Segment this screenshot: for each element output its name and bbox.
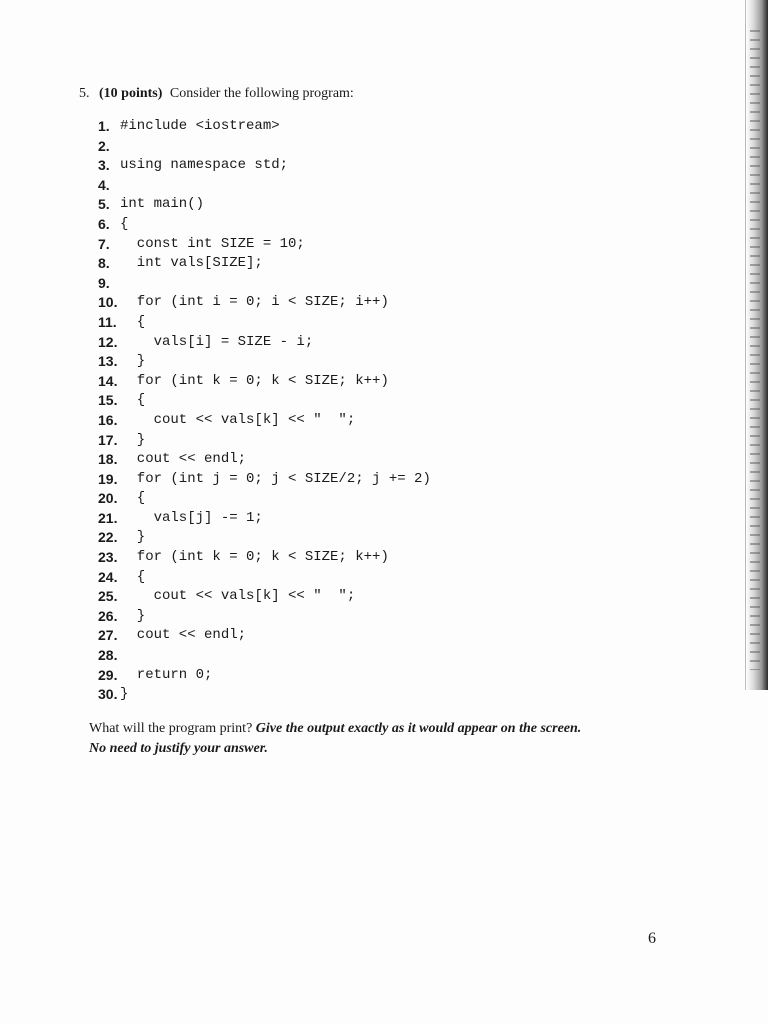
code-text: { (120, 490, 146, 507)
code-line (98, 685, 538, 705)
line-number: 6. (98, 215, 110, 232)
line-number: 27. (98, 627, 118, 644)
code-text: } (120, 607, 146, 624)
code-text: { (120, 215, 129, 232)
code-text: cout << endl; (120, 627, 247, 644)
line-number: 8. (98, 255, 110, 272)
line-number: 15. (98, 392, 118, 409)
code-text: for (int i = 0; i < SIZE; i++) (120, 294, 389, 311)
code-line (98, 528, 538, 548)
code-text: const int SIZE = 10; (120, 235, 305, 252)
line-number: 25. (98, 588, 118, 605)
code-text: for (int k = 0; k < SIZE; k++) (120, 549, 389, 566)
code-line (98, 568, 538, 588)
line-number: 29. (98, 666, 118, 683)
line-number: 30. (98, 686, 118, 703)
code-line (98, 215, 538, 235)
instructions-emphasis-output: Give the output exactly as it would appear on the screen. (255, 721, 582, 736)
line-number: 17. (98, 431, 118, 448)
line-number: 16. (98, 411, 118, 428)
code-line (98, 137, 538, 157)
code-text: vals[j] -= 1; (120, 509, 263, 526)
line-number: 24. (98, 568, 118, 585)
code-text: for (int k = 0; k < SIZE; k++) (120, 372, 389, 389)
line-number: 1. (98, 118, 110, 134)
code-line (98, 450, 538, 470)
code-line (98, 548, 538, 568)
line-number: 22. (98, 529, 118, 546)
code-line (98, 607, 538, 627)
code-text: for (int j = 0; j < SIZE/2; j += 2) (120, 470, 431, 487)
code-text: } (120, 431, 146, 448)
line-number: 20. (98, 490, 118, 507)
code-text: cout << vals[k] << " "; (120, 411, 356, 428)
line-number: 13. (98, 353, 118, 370)
code-line (98, 254, 538, 274)
code-line (98, 587, 538, 607)
code-line (98, 489, 538, 509)
code-line (98, 411, 538, 431)
code-listing (98, 117, 538, 705)
code-line (98, 313, 538, 333)
code-line (98, 391, 538, 411)
line-number: 14. (98, 372, 118, 389)
line-number: 23. (98, 549, 118, 566)
code-text: cout << vals[k] << " "; (120, 588, 356, 605)
question-points: (10 points) (99, 86, 163, 101)
code-text: int vals[SIZE]; (120, 255, 263, 272)
code-line (98, 117, 538, 137)
code-line (98, 666, 538, 686)
code-line (98, 372, 538, 392)
code-text: int main() (120, 196, 205, 213)
line-number: 10. (98, 294, 118, 311)
code-text: vals[i] = SIZE - i; (120, 333, 314, 350)
line-number: 19. (98, 470, 118, 487)
page-number: 6 (648, 930, 656, 947)
code-line (98, 195, 538, 215)
code-line (98, 646, 538, 666)
code-line (98, 293, 538, 313)
code-text: { (120, 568, 146, 585)
line-number: 5. (98, 196, 110, 213)
binding-edge (745, 0, 768, 690)
code-text: #include <iostream> (120, 118, 280, 134)
code-line (98, 156, 538, 176)
code-text: cout << endl; (120, 451, 247, 468)
code-text: { (120, 392, 146, 409)
code-text: } (120, 686, 129, 703)
line-number: 11. (98, 313, 117, 330)
code-text: return 0; (120, 666, 213, 683)
line-number: 4. (98, 176, 110, 193)
line-number: 12. (98, 333, 118, 350)
line-number: 2. (98, 137, 110, 154)
line-number: 26. (98, 607, 118, 624)
line-number: 21. (98, 509, 118, 526)
line-number: 28. (98, 647, 118, 664)
code-line (98, 431, 538, 451)
instructions-emphasis-justify: No need to justify your answer. (89, 741, 268, 756)
code-line (98, 626, 538, 646)
code-text: } (120, 529, 146, 546)
code-text: { (120, 313, 146, 330)
code-line (98, 274, 538, 294)
instructions-plain: What will the program print? (89, 721, 253, 736)
code-line (98, 176, 538, 196)
question-instructions (89, 719, 669, 759)
code-line (98, 333, 538, 353)
code-text: } (120, 353, 146, 370)
code-line (98, 509, 538, 529)
question-number: 5. (79, 86, 90, 101)
line-number: 7. (98, 235, 110, 252)
question-prompt: Consider the following program: (169, 86, 354, 101)
code-line (98, 235, 538, 255)
question-header (79, 86, 354, 102)
code-line (98, 352, 538, 372)
line-number: 9. (98, 274, 110, 291)
line-number: 18. (98, 451, 118, 468)
code-line (98, 470, 538, 490)
line-number: 3. (98, 157, 110, 174)
code-text: using namespace std; (120, 157, 289, 174)
